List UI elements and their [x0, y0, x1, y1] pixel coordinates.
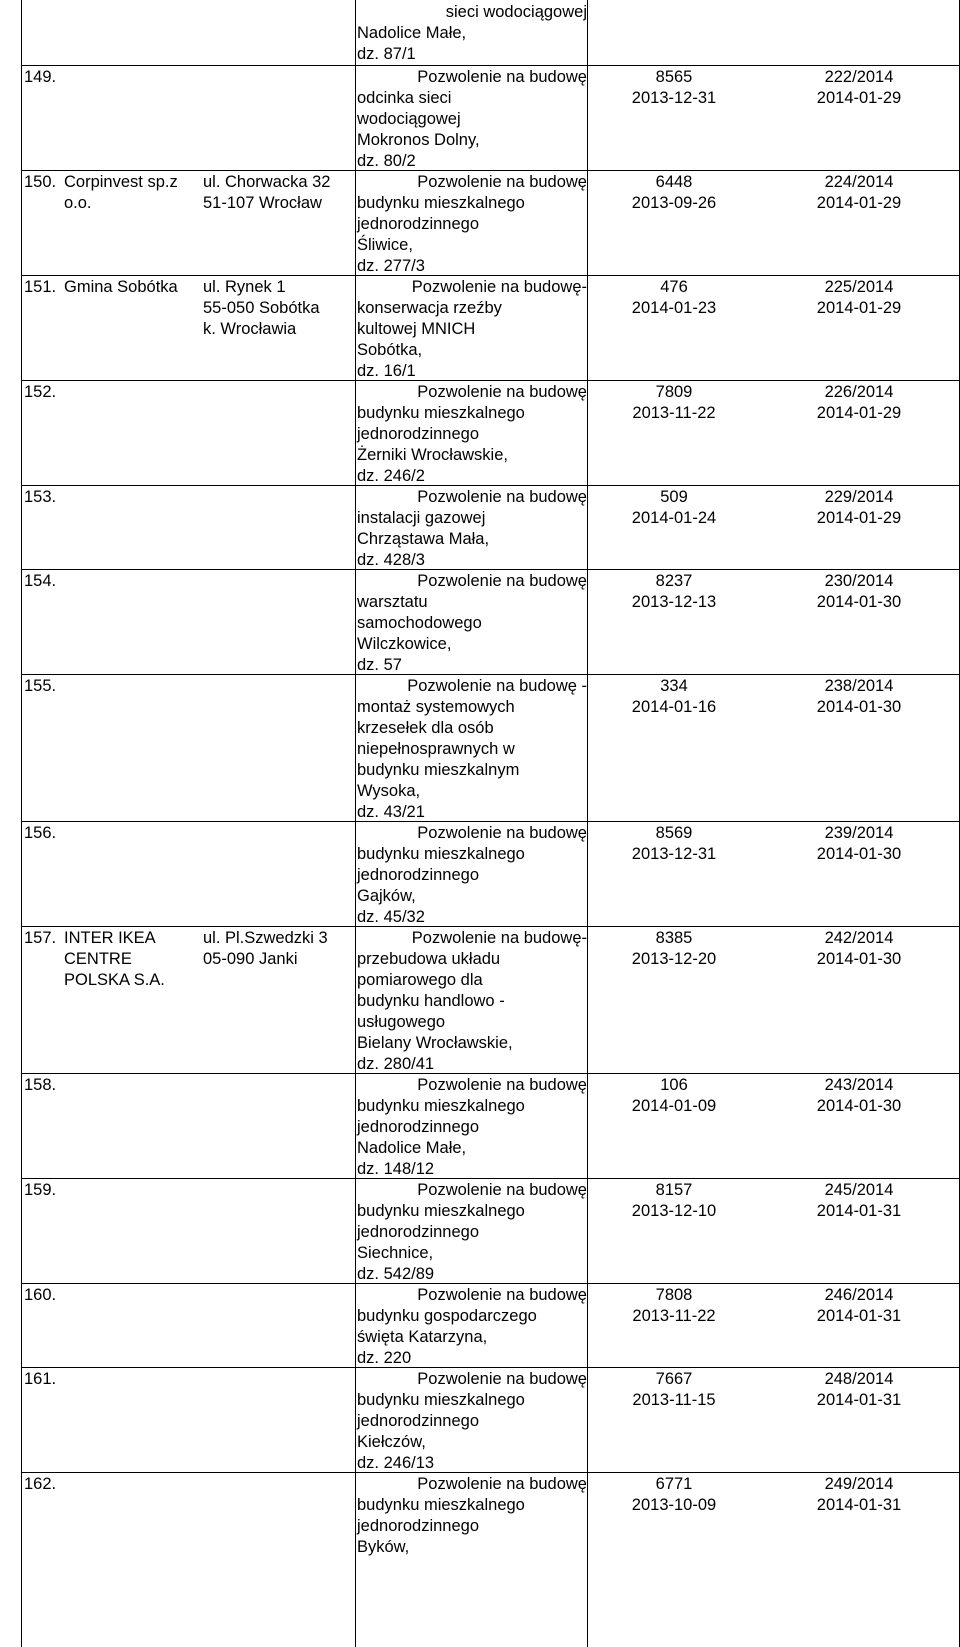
application-number: 8385 [655, 929, 693, 947]
decision-number: 230/2014 [824, 572, 894, 590]
decision-date: 2014-01-30 [816, 845, 902, 863]
decision-date: 2014-01-31 [816, 1202, 902, 1220]
application-number: 106 [660, 1076, 688, 1094]
permit-description [357, 277, 587, 382]
application-cell [588, 0, 760, 2]
entry-number: 161. [24, 1370, 57, 1388]
application-number: 7808 [655, 1286, 693, 1304]
row-divider [21, 170, 960, 171]
application-number: 8237 [655, 572, 693, 590]
permit-description-first-line: Pozwolenie na budowę [417, 1076, 587, 1094]
application-cell [588, 571, 760, 613]
decision-cell [760, 1180, 958, 1222]
permit-description-first-line: Pozwolenie na budowę [417, 173, 587, 191]
table-row [0, 926, 960, 1073]
permit-description-first-line: Pozwolenie na budowę [417, 1286, 587, 1304]
permit-description [357, 382, 587, 487]
decision-date: 2014-01-29 [816, 299, 902, 317]
application-cell [588, 823, 760, 865]
application-cell [588, 277, 760, 319]
row-divider [21, 821, 960, 822]
table-row [0, 674, 960, 821]
decision-date: 2014-01-29 [816, 404, 902, 422]
decision-cell [760, 1285, 958, 1327]
application-date: 2013-11-22 [632, 404, 716, 422]
entry-number: 156. [24, 824, 57, 842]
permit-description [357, 1180, 587, 1285]
permit-description-first-line: Pozwolenie na budowę [417, 824, 587, 842]
application-cell [588, 172, 760, 214]
permit-description-first-line: Pozwolenie na budowę [417, 1370, 587, 1388]
permit-description [357, 487, 587, 571]
permit-description [357, 2, 587, 65]
application-number: 6771 [655, 1475, 693, 1493]
application-date: 2013-11-22 [632, 1307, 716, 1325]
table-row [0, 0, 960, 65]
decision-number: 222/2014 [824, 68, 894, 86]
decision-cell [760, 67, 958, 109]
entry-number: 151. [24, 278, 57, 296]
application-cell [588, 928, 760, 970]
investor-address: ul. Pl.Szwedzki 3 05-090 Janki [203, 929, 328, 968]
table-row [0, 485, 960, 569]
investor-name: INTER IKEA CENTRE POLSKA S.A. [64, 929, 165, 989]
permit-description-details: budynku mieszkalnego jednorodzinnego Gajków, dz. 45/32 [357, 845, 525, 926]
application-number: 8157 [655, 1181, 693, 1199]
entry-number: 162. [24, 1475, 57, 1493]
permit-description-first-line: Pozwolenie na budowę [417, 68, 587, 86]
row-divider [21, 485, 960, 486]
application-date: 2013-11-15 [632, 1391, 716, 1409]
decision-date: 2014-01-29 [816, 509, 902, 527]
application-cell [588, 676, 760, 718]
application-cell [588, 1369, 760, 1411]
entry-number: 158. [24, 1076, 57, 1094]
application-date: 2014-01-09 [631, 1097, 717, 1115]
decision-number: 243/2014 [824, 1076, 894, 1094]
table-row [0, 1472, 960, 1647]
investor-name: Corpinvest sp.z o.o. [64, 173, 178, 212]
table-row [0, 1367, 960, 1472]
row-divider [21, 1367, 960, 1368]
application-date: 2013-12-13 [631, 593, 717, 611]
entry-number: 150. [24, 173, 57, 191]
application-cell [588, 1285, 760, 1327]
application-cell [588, 487, 760, 529]
entry-number: 154. [24, 572, 57, 590]
decision-number: 246/2014 [824, 1286, 894, 1304]
permit-description-details: budynku mieszkalnego jednorodzinnego Żerniki Wrocławskie, dz. 246/2 [357, 404, 525, 485]
application-date: 2013-09-26 [631, 194, 717, 212]
decision-cell [760, 172, 958, 214]
decision-cell [760, 676, 958, 718]
application-number: 8569 [655, 824, 693, 842]
permit-description-details: przebudowa układu pomiarowego dla budynku handlowo - usługowego Bielany Wrocławskie, dz. 280/41 [357, 950, 513, 1073]
application-date: 2013-10-09 [631, 1496, 717, 1514]
column-divider [355, 0, 356, 1647]
decision-cell [760, 1369, 958, 1411]
column-divider [21, 0, 22, 1647]
table-row [0, 380, 960, 485]
entry-number: 153. [24, 488, 57, 506]
permit-description-details: instalacji gazowej Chrząstawa Mała, dz. 428/3 [357, 509, 490, 569]
decision-cell [760, 382, 958, 424]
decision-cell [760, 0, 958, 2]
decision-cell [760, 1474, 958, 1516]
row-divider [21, 1283, 960, 1284]
permit-description [357, 1285, 587, 1369]
row-divider [21, 569, 960, 570]
permit-description-first-line: Pozwolenie na budowę [417, 572, 587, 590]
application-cell [588, 67, 760, 109]
decision-number: 239/2014 [824, 824, 894, 842]
permit-description-first-line: Pozwolenie na budowę- [411, 929, 587, 947]
permit-description-details: montaż systemowych krzesełek dla osób niepełnosprawnych w budynku mieszkalnym Wysoka, dz. 43/21 [357, 698, 520, 821]
row-divider [21, 926, 960, 927]
permit-description-details: Nadolice Małe, dz. 87/1 [357, 24, 467, 63]
application-cell [588, 1474, 760, 1516]
investor-address: ul. Rynek 1 55-050 Sobótka k. Wrocławia [203, 278, 320, 338]
decision-number: 225/2014 [824, 278, 894, 296]
application-date: 2013-12-31 [631, 89, 717, 107]
application-number: 8565 [655, 68, 693, 86]
decision-cell [760, 277, 958, 319]
table-row [0, 275, 960, 380]
permit-description-details: konserwacja rzeźby kultowej MNICH Sobótka, dz. 16/1 [357, 299, 502, 380]
application-date [588, 0, 760, 2]
decision-number: 242/2014 [824, 929, 894, 947]
permit-description [357, 823, 587, 928]
permit-description-first-line: Pozwolenie na budowę - [407, 677, 587, 695]
permit-description [357, 928, 587, 1075]
permit-description-details: budynku mieszkalnego jednorodzinnego Kiełczów, dz. 246/13 [357, 1391, 525, 1472]
row-divider [21, 65, 960, 66]
application-cell [588, 382, 760, 424]
investor-name: Gmina Sobótka [64, 278, 178, 296]
permit-description-details: budynku gospodarczego święta Katarzyna, dz. 220 [357, 1307, 537, 1367]
table-row [0, 569, 960, 674]
decision-cell [760, 1075, 958, 1117]
decision-date: 2014-01-30 [816, 698, 902, 716]
row-divider [21, 380, 960, 381]
row-divider [21, 674, 960, 675]
decision-number: 249/2014 [824, 1475, 894, 1493]
decision-number: 248/2014 [824, 1370, 894, 1388]
decision-date: 2014-01-31 [816, 1496, 902, 1514]
application-number: 334 [660, 677, 688, 695]
application-number: 7809 [655, 383, 693, 401]
decision-date: 2014-01-29 [816, 89, 902, 107]
decision-number: 226/2014 [824, 383, 894, 401]
decision-date: 2014-01-29 [816, 194, 902, 212]
permit-description-first-line: Pozwolenie na budowę [417, 1181, 587, 1199]
table-row [0, 1073, 960, 1178]
decision-date: 2014-01-30 [816, 1097, 902, 1115]
application-cell [588, 1075, 760, 1117]
investor-address: ul. Chorwacka 32 51-107 Wrocław [203, 173, 331, 212]
permit-description-details: warsztatu samochodowego Wilczkowice, dz. 57 [357, 593, 482, 674]
permit-description [357, 676, 587, 823]
permit-description [357, 1369, 587, 1474]
entry-number: 159. [24, 1181, 57, 1199]
application-date: 2014-01-16 [631, 698, 717, 716]
decision-date: 2014-01-31 [816, 1391, 902, 1409]
permit-description [357, 1075, 587, 1180]
permit-description-first-line: Pozwolenie na budowę [417, 1475, 587, 1493]
row-divider [21, 1178, 960, 1179]
decision-date: 2014-01-30 [816, 950, 902, 968]
table-row [0, 1178, 960, 1283]
decision-date: 2014-01-30 [816, 593, 902, 611]
entry-number: 152. [24, 383, 57, 401]
permit-description [357, 571, 587, 676]
decision-number: 238/2014 [824, 677, 894, 695]
decision-cell [760, 823, 958, 865]
row-divider [21, 1073, 960, 1074]
table-row [0, 170, 960, 275]
application-date: 2014-01-24 [631, 509, 717, 527]
decision-cell [760, 487, 958, 529]
entry-number: 157. [24, 929, 57, 947]
permit-description-first-line: sieci wodociągowej [445, 3, 587, 21]
application-number: 7667 [655, 1370, 693, 1388]
decision-date [760, 0, 958, 2]
application-number: 6448 [655, 173, 693, 191]
permit-description-first-line: Pozwolenie na budowę [417, 383, 587, 401]
permit-description-details: budynku mieszkalnego jednorodzinnego Śliwice, dz. 277/3 [357, 194, 525, 275]
permit-description-details: budynku mieszkalnego jednorodzinnego Siechnice, dz. 542/89 [357, 1202, 525, 1283]
entry-number: 149. [24, 68, 57, 86]
application-date: 2013-12-31 [631, 845, 717, 863]
permit-description [357, 172, 587, 277]
application-date: 2013-12-10 [631, 1202, 717, 1220]
column-divider [587, 0, 588, 1647]
entry-number: 160. [24, 1286, 57, 1304]
decision-number: 245/2014 [824, 1181, 894, 1199]
permit-description-details: budynku mieszkalnego jednorodzinnego Nadolice Małe, dz. 148/12 [357, 1097, 525, 1178]
application-number: 509 [660, 488, 688, 506]
application-date: 2014-01-23 [631, 299, 717, 317]
row-divider [21, 275, 960, 276]
application-number: 476 [660, 278, 688, 296]
permit-description [357, 1474, 587, 1558]
decision-date: 2014-01-31 [816, 1307, 902, 1325]
table-row [0, 65, 960, 170]
entry-number: 155. [24, 677, 57, 695]
table-row [0, 1283, 960, 1367]
permit-description [357, 67, 587, 172]
row-divider [21, 1472, 960, 1473]
decision-number: 229/2014 [824, 488, 894, 506]
application-cell [588, 1180, 760, 1222]
decision-cell [760, 928, 958, 970]
permit-description-first-line: Pozwolenie na budowę- [411, 278, 587, 296]
table-row [0, 821, 960, 926]
permit-description-first-line: Pozwolenie na budowę [417, 488, 587, 506]
permit-description-details: odcinka sieci wodociągowej Mokronos Dolny, dz. 80/2 [357, 89, 480, 170]
decision-cell [760, 571, 958, 613]
permit-description-details: budynku mieszkalnego jednorodzinnego Byków, [357, 1496, 525, 1556]
decision-number: 224/2014 [824, 173, 894, 191]
application-date: 2013-12-20 [631, 950, 717, 968]
